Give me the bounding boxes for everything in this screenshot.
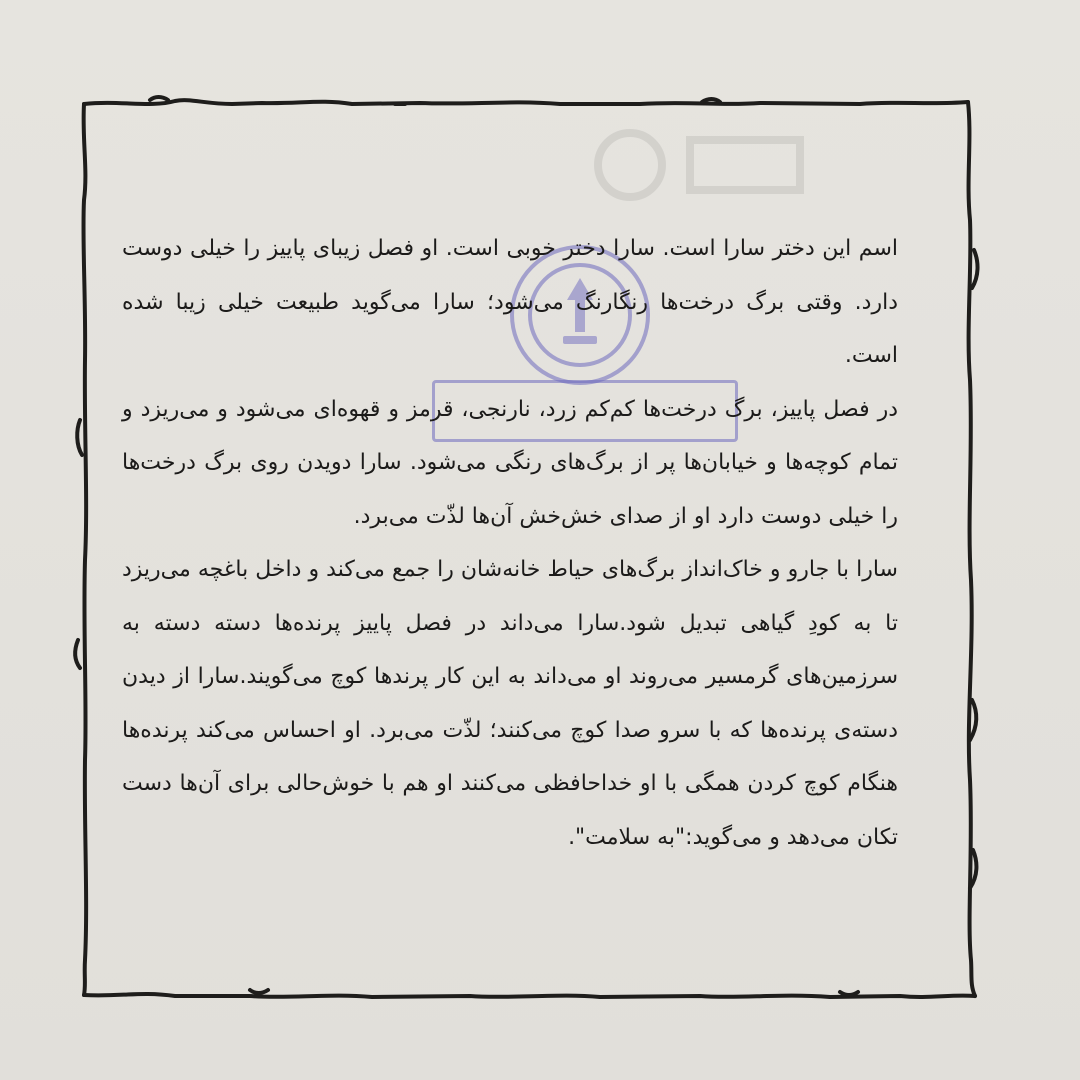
paragraph-3: سارا با جارو و خاک‌انداز برگ‌های حیاط خانه‌شان را جمع می‌کند و داخل باغچه می‌ریزد تا به کودِ گیاهی تبدیل شود.سارا می‌داند در فصل پاییز پرنده‌ها دسته دسته به سرزمین‌های گرمسیر می‌روند او می‌داند به این کار پرندها کوچ می‌گویند.سارا از دیدن دسته‌ی پرنده‌ها که با سرو صدا کوچ می‌کنند؛ لذّت می‌برد. او احساس می‌کند پرنده‌ها هنگام کوچ کردن همگی با او خداحافظی می‌کنند او هم با خوش‌حالی برای آن‌ها دست تکان می‌دهد و می‌گوید:"به سلامت".: [122, 557, 898, 850]
paragraph-1: اسم این دختر سارا است. سارا دختر خوبی است. او فصل زیبای پاییز را خیلی دوست دارد. وقتی برگ درخت‌ها رنگارنگ می‌شود؛ سارا می‌گوید طبیعت خیلی زیبا شده است.: [122, 236, 898, 368]
story-text: [122, 222, 898, 864]
paragraph-2: در فصل پاییز، برگ درخت‌ها کم‌کم زرد، نارنجی، قرمز و قهوه‌ای می‌شود و می‌ریزد و تمام کوچه‌ها و خیابان‌ها پر از برگ‌های رنگی می‌شود. سارا دویدن روی برگ درخت‌ها را خیلی دوست دارد او از صدای خش‌خش آن‌ها لذّت می‌برد.: [122, 396, 898, 529]
